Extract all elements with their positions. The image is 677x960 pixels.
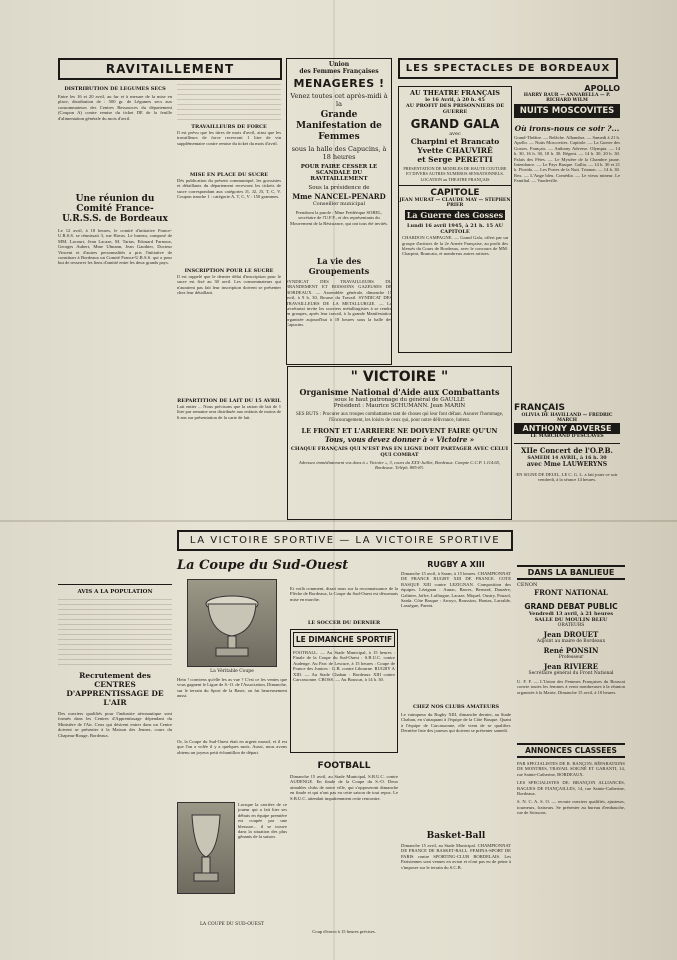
capitole-title: CAPITOLE: [430, 188, 480, 199]
victoire-slogan1: LE FRONT ET L'ARRIERE NE DOIVENT FAIRE QU'UN: [301, 427, 498, 435]
rugby-body: Dimanche 15 avril, à Saran, à 15 heures. CHAMPIONNAT DE FRANCE RUGBY XIII DE FRANCE. COTE BASQUE XIII contre LEZIGNAN. Composition des équipes. Lézignan : Aunac, Barres, Bernard, Dauzère, Galinier, Jaffre, Laffargue, Lacaze, Miquel, Oustry, Pouzol, Sarda. Côte Basque : Arroyo, Boussion, Hontas, Larralde, Lassègue, Parent.: [401, 571, 511, 609]
gala-date: le 16 Avril, à 20 h. 45: [425, 97, 485, 103]
apollo-cast: HARRY BAUR — ANNABELLA — P. RICHARD WILM: [523, 93, 611, 103]
guide-body: Grand-Théâtre. — Relâche. Alhambra. — Samedi à 21 h. Apollo. — Nuits Moscovites. Capitole. — La Guerre des Gosses. Français. — Anthony Adverse. Olympia. — 14 h. 30, 16 h. 30, 18 h. 30. Régent. — 14 h. 30, 20 h. 30. Palais des Fêtes. — Le Mystère de la Chambre jaune. Intendance. — Le Pays Basque. Gallia. — 14 h. 30 et 21 h. Florida. — Les Portes de la Nuit. Trianon. — 14 h. 30. Rex. — L'Ange bleu. Comédia. — Le vieux mineur. Le Familial. — Vaudeville.: [514, 135, 620, 184]
victoire-patron: sous le haut patronage du général de GAULLE: [334, 397, 465, 403]
capitole-film: La Guerre des Gosses: [406, 210, 504, 221]
coupe-body-3: Lorsque la carrière de ce joueur qui a fait hier ses débuts en équipe première est coupée par une blessure... il se trouve dans la situation des plus gênants de la saison.: [238, 802, 287, 840]
victoire-slogan2: Tous, vous devez donner à « Victoire »: [324, 435, 475, 444]
comite-title: Une réunion du Comité France-U.R.S.S. de Bordeaux: [62, 194, 168, 224]
guide-title: Où irons-nous ce soir ?...: [514, 124, 620, 133]
inscription-body: Il est rappelé que le dernier délai d'inscription pour le sucre est fixé au 30 avril. Les consommateurs qui n'auraient pas fait leur inscription doivent se présenter chez leur détaillant.: [177, 274, 281, 296]
rugby-title: RUGBY A XIII: [427, 560, 485, 569]
annonces-title: ANNONCES CLASSEES: [517, 743, 625, 758]
annonce-2: LES SPECIALISTES DE: BRANÇON ALLIANCES, BAGUES DE FIANÇAILLES, 14, rue Sainte-Catherine, Bordeaux.: [517, 780, 625, 797]
capitole-body: CHARDON CAMPAGNE. — Grand Gala, offert par un groupe d'artistes de la 2e Armée Française, au profit des blessés du Cours de Bordeaux, avec le concours de MM. Charpini, Brancato, et nombreux autres artistes.: [402, 235, 508, 257]
debat-place: SALLE DU MOULIN BLEU: [534, 617, 608, 623]
union-line2: des Femmes Françaises: [299, 68, 379, 75]
dimanche-column: [290, 586, 398, 953]
speakers: Prendront la parole : Mme Frédérique SOREL, secrétaire de l'U.F.F., et des représentants du Mouvement de la Résistance, qui ont tous été invités.: [290, 210, 388, 226]
grand-gala: GRAND GALA: [410, 117, 500, 131]
groupements-title: La vie des Groupements: [308, 256, 370, 276]
amateurs-title: CHEZ NOS CLUBS AMATEURS: [412, 704, 500, 710]
avis-body-lines: [58, 595, 172, 665]
travailleurs-subhead: TRAVAILLEURS DE FORCE: [191, 124, 267, 130]
trophy-icon: [188, 580, 276, 666]
dimanche-football: FOOTBALL. — Au Stade Municipal, à 15 heures : Finale de la Coupe du Sud-Ouest : S.B.U.C. contre Audenge. Au Parc de Lescure, à 15 heures : Coupe de France des Juniors : G.B. contre Libourne. RUGBY A XIII. — Au Stade Chaban : Bordeaux XIII contre Carcassonne. CROSS. — Au Bouscat, à 14 h. 30.: [293, 650, 395, 683]
sportive-banner-wrap: [177, 530, 513, 552]
lait-subhead: REPARTITION DE LAIT DU 15 AVRIL: [177, 398, 281, 404]
coupe-photo-2: [177, 802, 235, 894]
groupements-section: [286, 256, 392, 366]
cenon: CENON: [517, 582, 538, 588]
orator3-name: Jean RIVIERE: [543, 662, 599, 671]
ravitaillement-column-2: [177, 80, 281, 530]
victoire-address: Adressez immédiatement vos dons à « Victoire », 3, cours du XXX-Juillet, Bordeaux. Compte C.C.P. 1.114.65, Bordeaux. Téléph. 885-83.: [298, 460, 501, 471]
photo1-caption: La Véritable Coupe: [210, 669, 254, 674]
photo2-caption: LA COUPE DU SUD-OUEST: [199, 922, 265, 927]
francais-film: ANTHONY ADVERSE: [514, 423, 620, 434]
victoire-president: Président : Maurice SCHUMANN. Jean MARIN: [333, 403, 466, 409]
victoire-box: [287, 366, 512, 520]
sucre-body: Dès publication du présent communiqué, les grossistes et détaillants du département recevront les tickets de sucre correspondant aux catégories J1, J2, J3, T, C, V. Coupon tranche 1 : catégorie A, T, C, V : 150 grammes.: [177, 178, 281, 200]
recrutement-body: Des ouvriers qualifiés pour l'industrie aéronautique sont formés dans les Centres d'Apprentissage dépendant du Ministère de l'Air. Ceux qui désirent entrer dans un Centre doivent se présenter à la Maison des Jeunes, cours du Chapeau-Rouge, Bordeaux.: [58, 711, 172, 738]
banlieue-title: DANS LA BANLIEUE: [517, 565, 625, 580]
inscription-subhead: INSCRIPTION POUR LE SUCRE: [184, 268, 274, 274]
basket-body: Dimanche 15 avril, au Stade Municipal. CHAMPIONNAT DE FRANCE DE BASKET-BALL. FEMINA-SPORT DE PARIS contre SPORTING-CLUB BORDELAIS. Les Parisiennes sont venues en avion et n'ont pas eu de peine à s'imposer sur le terrain du S.C.B.: [401, 843, 511, 870]
union-sub: Venez toutes cet après-midi à la: [290, 92, 388, 108]
manifestation-title: Grande Manifestation de Femmes: [296, 110, 382, 142]
theatre-francais-box: [398, 86, 512, 353]
travailleurs-body: Il est prévu que les titres de mois d'avril, ainsi que les travailleurs de force recevront 1 litre de vin supplémentaire contre remise du ticket du mois d'avril.: [177, 130, 281, 146]
orator2-role: Professeur: [558, 655, 584, 660]
coupe-body: Hein ! conviens qu'elle les as vue ? C'est ce les ventes que vous gagnent le Ligue de S.-O. de l'Association, Dimanche, sur le terrain du Sport de la Baste, on fut heureusement aussi.: [177, 677, 287, 699]
sucre-subhead: MISE EN PLACE DU SUCRE: [189, 172, 269, 178]
capitole-cast: JEAN MURAT — CLAUDE MAY — STEPHEN PRIER: [399, 198, 511, 209]
gala-artist2: Yvette CHAUVIRÉ: [417, 146, 493, 155]
gala-with: avec: [449, 131, 461, 137]
francais-cast: OLIVIA DE HAVILLAND — FREDRIC MARCH: [521, 413, 613, 423]
victoire-org: Organisme National d'Aide aux Combattants: [299, 387, 500, 397]
francais-sub: LE MARCHAND D'ESCLAVES: [530, 434, 604, 439]
trophy-icon: [178, 803, 234, 893]
presidency: Sous la présidence de: [308, 185, 370, 191]
uff-body: U. F. F. — L'Union des Femmes Françaises du Bouscat convie toutes les femmes à venir nombreuses à la réunion organisée à la Mairie, Dimanche 15 avril, à 10 heures.: [517, 679, 625, 695]
gala-artists: Charpini et Brancato: [410, 137, 500, 146]
gala-artist3: et Serge PERETTI: [417, 155, 493, 164]
rugby-column: [401, 560, 511, 953]
lait-body: Lait entier ... Nous précisons que la ration de lait de 1 litre par semaine sera distribuée aux enfants de moins de 6 ans sur présentation de la carte de lait.: [177, 404, 281, 420]
annonce-1: PAR SPECIALISTES DE R. BANÇON, RÉPARATIONS DE MONTRES, TRAVAIL SOIGNÉ ET GARANTI, 14, rue Sainte-Catherine, BORDEAUX.: [517, 761, 625, 777]
victoire-slogan3: CHAQUE FRANÇAIS QUI N'EST PAS EN LIGNE DOIT PARTAGER AVEC CELUI QUI COMBAT: [290, 446, 509, 458]
coupe-title: La Coupe du Sud-Ouest: [177, 558, 349, 573]
orator1-role: Adjoint au maire de Bordeaux: [536, 639, 606, 644]
orator2-name: René PONSIN: [543, 646, 599, 655]
soccer-subhead: LE SOCCER DU DERNIER: [307, 620, 381, 626]
manifestation-place: sous la halle des Capucins, à 18 heures: [291, 145, 387, 161]
debat-date: Vendredi 13 avril, à 21 heures: [528, 611, 614, 617]
capitole-date: Lundi 16 avril 1945, à 21 h. 15 AU CAPITOLE: [406, 223, 504, 236]
coupe-body-2: Or, la Coupe du Sud-Ouest était en argent massif, et il est que l'on a volée il y a quelques mois. Aussi, nous avons obtenu un joyeux petit échantillon de départ.: [177, 739, 287, 755]
football-footer: Coup d'envoi à 15 heures précises.: [312, 929, 376, 934]
amateurs-body: Le vainqueur du Rugby XIII, dimanche dernier, au Stade Chaban, en s'attaquant à l'équipe de la Côte Basque. Quant à l'équipe de Carcassonne, elle vient de se qualifier. Dernière liste des joueurs qui doivent se présenter samedi.: [401, 712, 511, 734]
annonce-3: S. N. C. A. S. O. — recrute ouvriers qualifiés, ajusteurs, tourneurs, fraiseurs. Se présenter au bureau d'embauche, rue de Soissons.: [517, 799, 625, 816]
union-line1: Union: [328, 61, 350, 68]
apollo-column: [514, 84, 620, 539]
ravitaillement-header: RAVITAILLEMENT: [58, 58, 282, 80]
football-title: FOOTBALL: [317, 761, 371, 771]
groupements-body: SYNDICAT DES TRAVAILLEURS DU BRANDEMENT ET BOISSONS GAZEUSES DE BORDEAUX. — Assemblée générale, dimanche 15 avril, à 9 h. 30, Bourse du Travail. SYNDICAT DES TRAVAILLEURS DE LA METALLURGIE. — Le secrétariat invite les ouvriers métallurgistes à se rendre en groupes, après leur travail, à la grande Manifestation organisée aujourd'hui à 18 heures sous la halle des Capucins.: [286, 279, 392, 328]
coupe-photo: [187, 579, 277, 667]
gala-note: PRESENTATION DE MODELES DE HAUTE COUTURE ET DIVERS AUTRES NUMEROS SENSATIONNELS. LOCATION au THEATRE FRANÇAIS: [403, 166, 507, 182]
recrutement-title: Recrutement des CENTRES D'APPRENTISSAGE DE L'AIR: [66, 671, 164, 707]
apollo-film: NUITS MOSCOVITES: [514, 104, 620, 118]
avis-title: AVIS A LA POPULATION: [77, 589, 153, 595]
spectacles-header-wrap: [398, 58, 618, 80]
francais-title: FRANÇAIS: [514, 403, 565, 413]
front-national: FRONT NATIONAL: [534, 588, 608, 597]
theatre-name: AU THEATRE FRANÇAIS: [409, 89, 500, 97]
concert-title: XIIe Concert de l'O.P.B.: [514, 443, 620, 455]
dimanche-box-title: LE DIMANCHE SPORTIF: [293, 632, 395, 647]
spectacles-header: LES SPECTACLES DE BORDEAUX: [398, 58, 618, 79]
sportive-banner: LA VICTOIRE SPORTIVE — LA VICTOIRE SPORTIVE: [177, 530, 513, 551]
football-body: Dimanche 15 avril, au Stade Municipal, S.B.U.C. contre AUDENGE. En finale de la Coupe du S.-O. Deux aimables clubs de notre ville, qui s'opposeront dimanche en finale et qui n'ont pas eu cette saison de tout repos. Le S.B.U.C. attendait impatiemment cette rencontre.: [290, 774, 398, 801]
dimanche-intro: Et voilà comment, disait nous sur la reconnaissance de la Flèche de Bordeaux, la Coupe du Sud-Ouest est désormais mise en marche.: [290, 586, 398, 602]
victoire-aims: SES BUTS : Procurer aux troupes combattantes tant de choses qui leur font défaut. Assurer l'hommage, l'Encouragement, les loisirs de ceux qui, pour notre délivrance, luttent.: [295, 412, 504, 423]
debat-title: GRAND DEBAT PUBLIC: [524, 602, 618, 611]
comite-body: Le 12 avril, à 18 heures, le comité d'initiative France-U.R.S.S. se réunissait 3, rue Havas. Le bureau, composé de MM. Lacourt, Jean Lacaze, M. Tartas, Edouard Farnoux, Georges Aubert, Mme Ulmann, Jean Gauthier, Docteur Vincent et d'autres personnalités a pris l'initiative de constituer à Bordeaux un Comité France-U.R.S.S. qui a pour but de resserrer les liens d'amitié entre les deux grands pays.: [58, 228, 172, 266]
banlieue-column: [517, 565, 625, 953]
text-lines: [177, 80, 281, 120]
apollo-name: APOLLO: [584, 84, 620, 93]
orators-label: ORATEURS: [557, 623, 585, 628]
deuil-note: EN SIGNE DE DEUIL, LE C. G. L. a fait jouer ce soir vendredi, à la séance 14 heures.: [516, 472, 618, 483]
menageres-title: MENAGERES !: [293, 77, 385, 90]
concert-date: SAMEDI 14 AVRIL, à 16 h. 30: [527, 455, 607, 461]
gala-profit: AU PROFIT DES PRISONNIERS DE GUERRE: [405, 103, 505, 115]
victoire-title: " VICTOIRE ": [350, 369, 449, 385]
president-name: Mme NANCEL-PENARD: [292, 192, 386, 201]
manifestation-for: POUR FAIRE CESSER LE SCANDALE DU RAVITAILLEMENT: [300, 164, 378, 182]
basket-title: Basket-Ball: [426, 831, 486, 841]
president-role: Conseiller municipal: [312, 201, 366, 207]
dimanche-box: [290, 629, 398, 753]
orator3-role: Secrétaire général du Front National: [528, 671, 614, 676]
legumes-body: Entre les 16 et 20 avril, au fur et à mesure de la mise en place, distribution de : 500 gr. de Légumes secs aux consommateurs des Centres Ressources du département (Coupon A) contre remise du ticket DE de la feuille d'alimentation générale du mois d'avril.: [58, 94, 172, 121]
concert-soloist: avec Mme LAUWERYNS: [526, 461, 608, 468]
orator1-name: Jean DROUET: [543, 630, 599, 639]
legumes-subhead: DISTRIBUTION DE LEGUMES SECS: [64, 86, 166, 92]
